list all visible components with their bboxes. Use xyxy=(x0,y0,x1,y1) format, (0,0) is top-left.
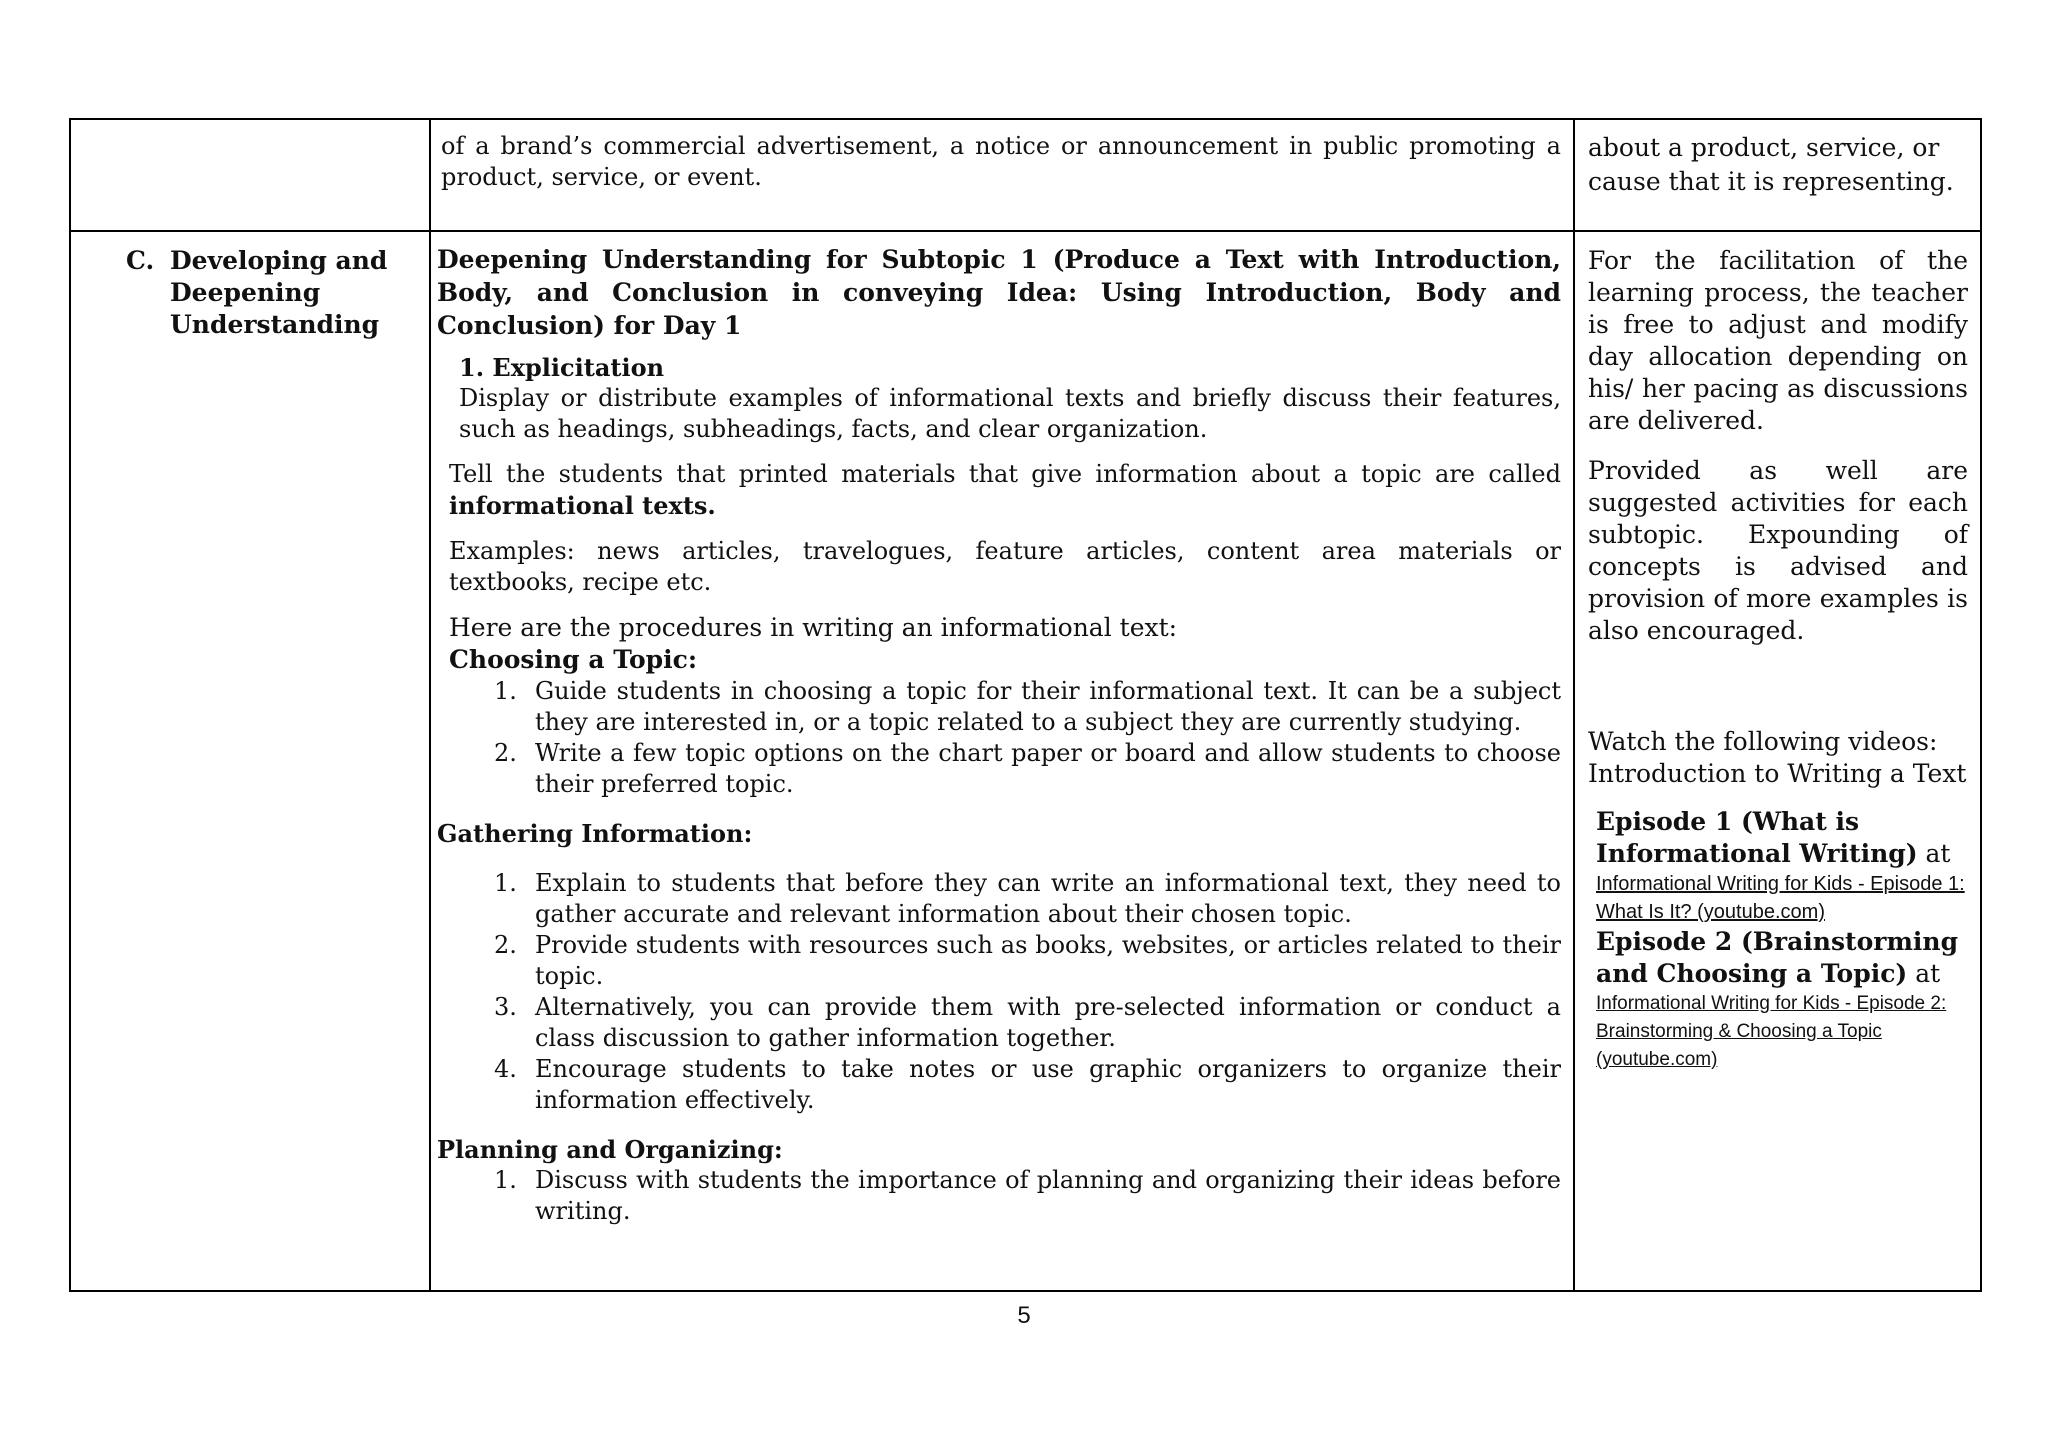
list-item xyxy=(437,738,1561,800)
item-number: 1. xyxy=(494,1166,517,1194)
explicitation-block xyxy=(437,352,1561,445)
column-divider-1 xyxy=(429,120,431,1290)
facilitation-note: For the facilitation of the learning process, the teacher is free to adjust and modify day allocation depending on his/ her pacing as discussions are delivered. xyxy=(1588,246,1968,435)
choosing-list xyxy=(437,676,1561,800)
procedure-content xyxy=(437,243,1561,1227)
tell-text: Tell the students that printed materials that give information about a topic are called xyxy=(449,460,1561,488)
list-item xyxy=(437,1054,1561,1116)
explicitation-text: Display or distribute examples of informational texts and briefly discuss their features, such as headings, subheadings, facts, and clear organization. xyxy=(459,384,1561,443)
row-divider xyxy=(71,230,1980,232)
list-item xyxy=(437,868,1561,930)
list-item xyxy=(437,930,1561,992)
list-item xyxy=(437,992,1561,1054)
explicitation-title: 1. Explicitation xyxy=(459,353,665,382)
row1-middle-text: of a brand’s commercial advertisement, a notice or announcement in public promoting a product, service, or event. xyxy=(441,132,1561,191)
list-item xyxy=(437,1165,1561,1227)
item-text: Provide students with resources such as books, websites, or articles related to their topic. xyxy=(535,931,1561,990)
episode-1-link[interactable]: Informational Writing for Kids - Episode 1: What Is It? (youtube.com) xyxy=(1596,873,1965,923)
item-text: Encourage students to take notes or use graphic organizers to organize their information effectively. xyxy=(535,1055,1561,1114)
gathering-list xyxy=(437,868,1561,1116)
video-links xyxy=(1588,806,1968,1074)
section-letter: C. xyxy=(126,246,155,275)
examples-paragraph: Examples: news articles, travelogues, feature articles, content area materials or textbooks, recipe etc. xyxy=(449,537,1561,596)
gathering-title: Gathering Information: xyxy=(437,819,753,848)
tell-paragraph xyxy=(437,459,1561,522)
list-item xyxy=(437,676,1561,738)
episode-1-at: at xyxy=(1925,839,1951,868)
procedures-intro: Here are the procedures in writing an informational text: xyxy=(449,613,1178,642)
choosing-title: Choosing a Topic: xyxy=(449,645,698,674)
item-number: 2. xyxy=(494,931,517,959)
item-number: 3. xyxy=(494,993,517,1021)
planning-title: Planning and Organizing: xyxy=(437,1135,783,1164)
page-number: 5 xyxy=(1017,1302,1031,1329)
notes-column xyxy=(1588,245,1968,1074)
item-number: 1. xyxy=(494,869,517,897)
watch-line-2: Introduction to Writing a Text xyxy=(1588,759,1967,788)
item-text: Alternatively, you can provide them with pre-selected information or conduct a class discussion to gather information together. xyxy=(535,993,1561,1052)
episode-2-label: Episode 2 (Brainstorming and Choosing a Topic) xyxy=(1596,927,1959,988)
item-number: 2. xyxy=(494,739,517,767)
item-text: Write a few topic options on the chart paper or board and allow students to choose their preferred topic. xyxy=(535,739,1561,798)
watch-line-1: Watch the following videos: xyxy=(1588,727,1938,756)
provided-note: Provided as well are suggested activities for each subtopic. Expounding of concepts is advised and provision of more examples is also encouraged. xyxy=(1588,456,1968,645)
subtopic-heading: Deepening Understanding for Subtopic 1 (Produce a Text with Introduction, Body, and Conclusion in conveying Idea: Using Introduction, Body and Conclusion) for Day 1 xyxy=(437,245,1561,340)
episode-1-label: Episode 1 (What is Informational Writing) xyxy=(1596,807,1918,868)
tell-bold: informational texts. xyxy=(449,491,716,520)
episode-2-at: at xyxy=(1915,959,1941,988)
item-text: Explain to students that before they can write an informational text, they need to gather accurate and relevant information about their chosen topic. xyxy=(535,869,1561,928)
episode-2-link[interactable]: Informational Writing for Kids - Episode 2: Brainstorming & Choosing a Topic (youtube.com) xyxy=(1596,993,1947,1070)
episode-1 xyxy=(1596,806,1968,870)
item-text: Guide students in choosing a topic for their informational text. It can be a subject they are interested in, or a topic related to a subject they are currently studying. xyxy=(535,677,1561,736)
section-title: Developing and Deepening Understanding xyxy=(170,246,388,339)
row1-right-text: about a product, service, or cause that it is representing. xyxy=(1588,133,1954,196)
item-text: Discuss with students the importance of planning and organizing their ideas before writing. xyxy=(535,1166,1561,1225)
item-number: 4. xyxy=(494,1055,517,1083)
item-number: 1. xyxy=(494,677,517,705)
episode-2 xyxy=(1596,926,1968,990)
column-divider-2 xyxy=(1573,120,1575,1290)
planning-list xyxy=(437,1165,1561,1227)
